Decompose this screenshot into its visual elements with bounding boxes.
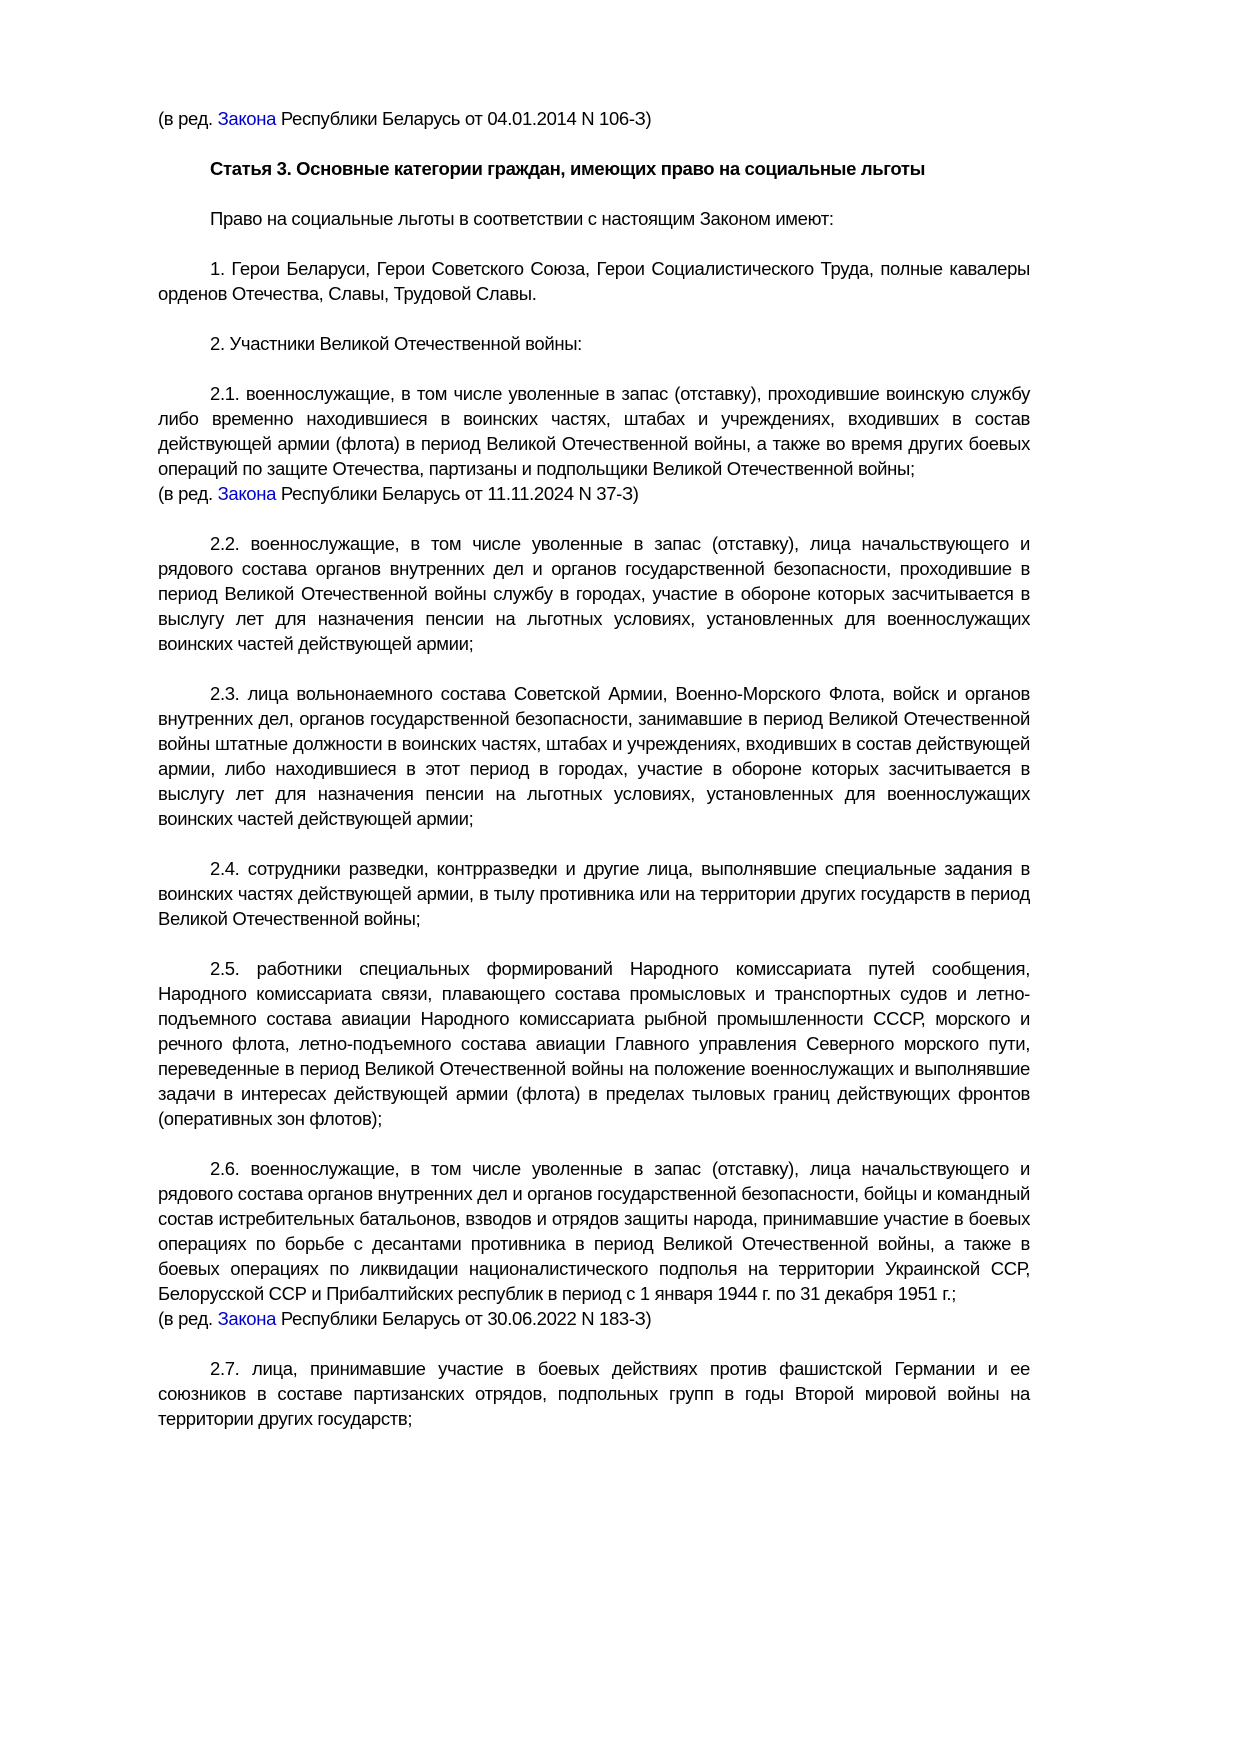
amendment-note: (в ред. Закона Республики Беларусь от 04.01.2014 N 106-З) <box>158 108 652 129</box>
article-title: Статья 3. Основные категории граждан, имеющих право на социальные льготы <box>210 158 926 179</box>
item-2-3: 2.3. лица вольнонаемного состава Советской Армии, Военно-Морского Флота, войск и органов внутренних дел, органов государственной безопасности, занимавшие в период Великой Отечественной войны штатные должности в воинских частях, штабах и учреждениях, входивших в состав действующей армии, либо находившиеся в этот период в городах, участие в обороне которых засчитывается в выслугу лет для назначения пенсии на льготных условиях, установленных для военнослужащих воинских частей действующей армии; <box>158 683 1030 829</box>
item-2-7: 2.7. лица, принимавшие участие в боевых действиях против фашистской Германии и ее союзников в составе партизанских отрядов, подпольных групп в годы Второй мировой войны на территории других государств; <box>158 1358 1030 1429</box>
item-2-6: 2.6. военнослужащие, в том числе уволенные в запас (отставку), лица начальствующего и рядового состава органов внутренних дел и органов государственной безопасности, бойцы и командный состав истребительных батальонов, взводов и отрядов защиты народа, принимавшие участие в боевых операциях по борьбе с десантами противника в период Великой Отечественной войны, а также в боевых операциях по ликвидации националистического подполья на территории Украинской ССР, Белорусской ССР и Прибалтийских республик в период с 1 января 1944 г. по 31 декабря 1951 г.; <box>158 1158 1030 1304</box>
law-link[interactable]: Закона <box>217 483 277 504</box>
item-2-1: 2.1. военнослужащие, в том числе уволенные в запас (отставку), проходившие воинскую службу либо временно находившиеся в воинских частях, штабах и учреждениях, входивших в состав действующей армии (флота) в период Великой Отечественной войны, а также во время других боевых операций по защите Отечества, партизаны и подпольщики Великой Отечественной войны; <box>158 383 1030 479</box>
intro-paragraph: Право на социальные льготы в соответствии с настоящим Законом имеют: <box>210 208 834 229</box>
amendment-note: (в ред. Закона Республики Беларусь от 11.11.2024 N 37-З) <box>158 483 639 504</box>
document-page <box>158 106 1030 1431</box>
item-1: 1. Герои Беларуси, Герои Советского Союза, Герои Социалистического Труда, полные кавалеры орденов Отечества, Славы, Трудовой Славы. <box>158 258 1030 304</box>
amendment-note: (в ред. Закона Республики Беларусь от 30.06.2022 N 183-З) <box>158 1308 652 1329</box>
item-2-4: 2.4. сотрудники разведки, контрразведки и другие лица, выполнявшие специальные задания в воинских частях действующей армии, в тылу противника или на территории других государств в период Великой Отечественной войны; <box>158 858 1030 929</box>
item-2-5: 2.5. работники специальных формирований Народного комиссариата путей сообщения, Народного комиссариата связи, плавающего состава промысловых и транспортных судов и летно-подъемного состава авиации Народного комиссариата рыбной промышленности СССР, морского и речного флота, летно-подъемного состава авиации Главного управления Северного морского пути, переведенные в период Великой Отечественной войны на положение военнослужащих и выполнявшие задачи в интересах действующей армии (флота) в пределах тыловых границ действующих фронтов (оперативных зон флотов); <box>158 958 1030 1129</box>
law-link[interactable]: Закона <box>217 108 277 129</box>
item-2: 2. Участники Великой Отечественной войны: <box>210 333 582 354</box>
law-link[interactable]: Закона <box>217 1308 277 1329</box>
item-2-2: 2.2. военнослужащие, в том числе уволенные в запас (отставку), лица начальствующего и рядового состава органов внутренних дел и органов государственной безопасности, проходившие в период Великой Отечественной войны службу в городах, участие в обороне которых засчитывается в выслугу лет для назначения пенсии на льготных условиях, установленных для военнослужащих воинских частей действующей армии; <box>158 533 1030 654</box>
